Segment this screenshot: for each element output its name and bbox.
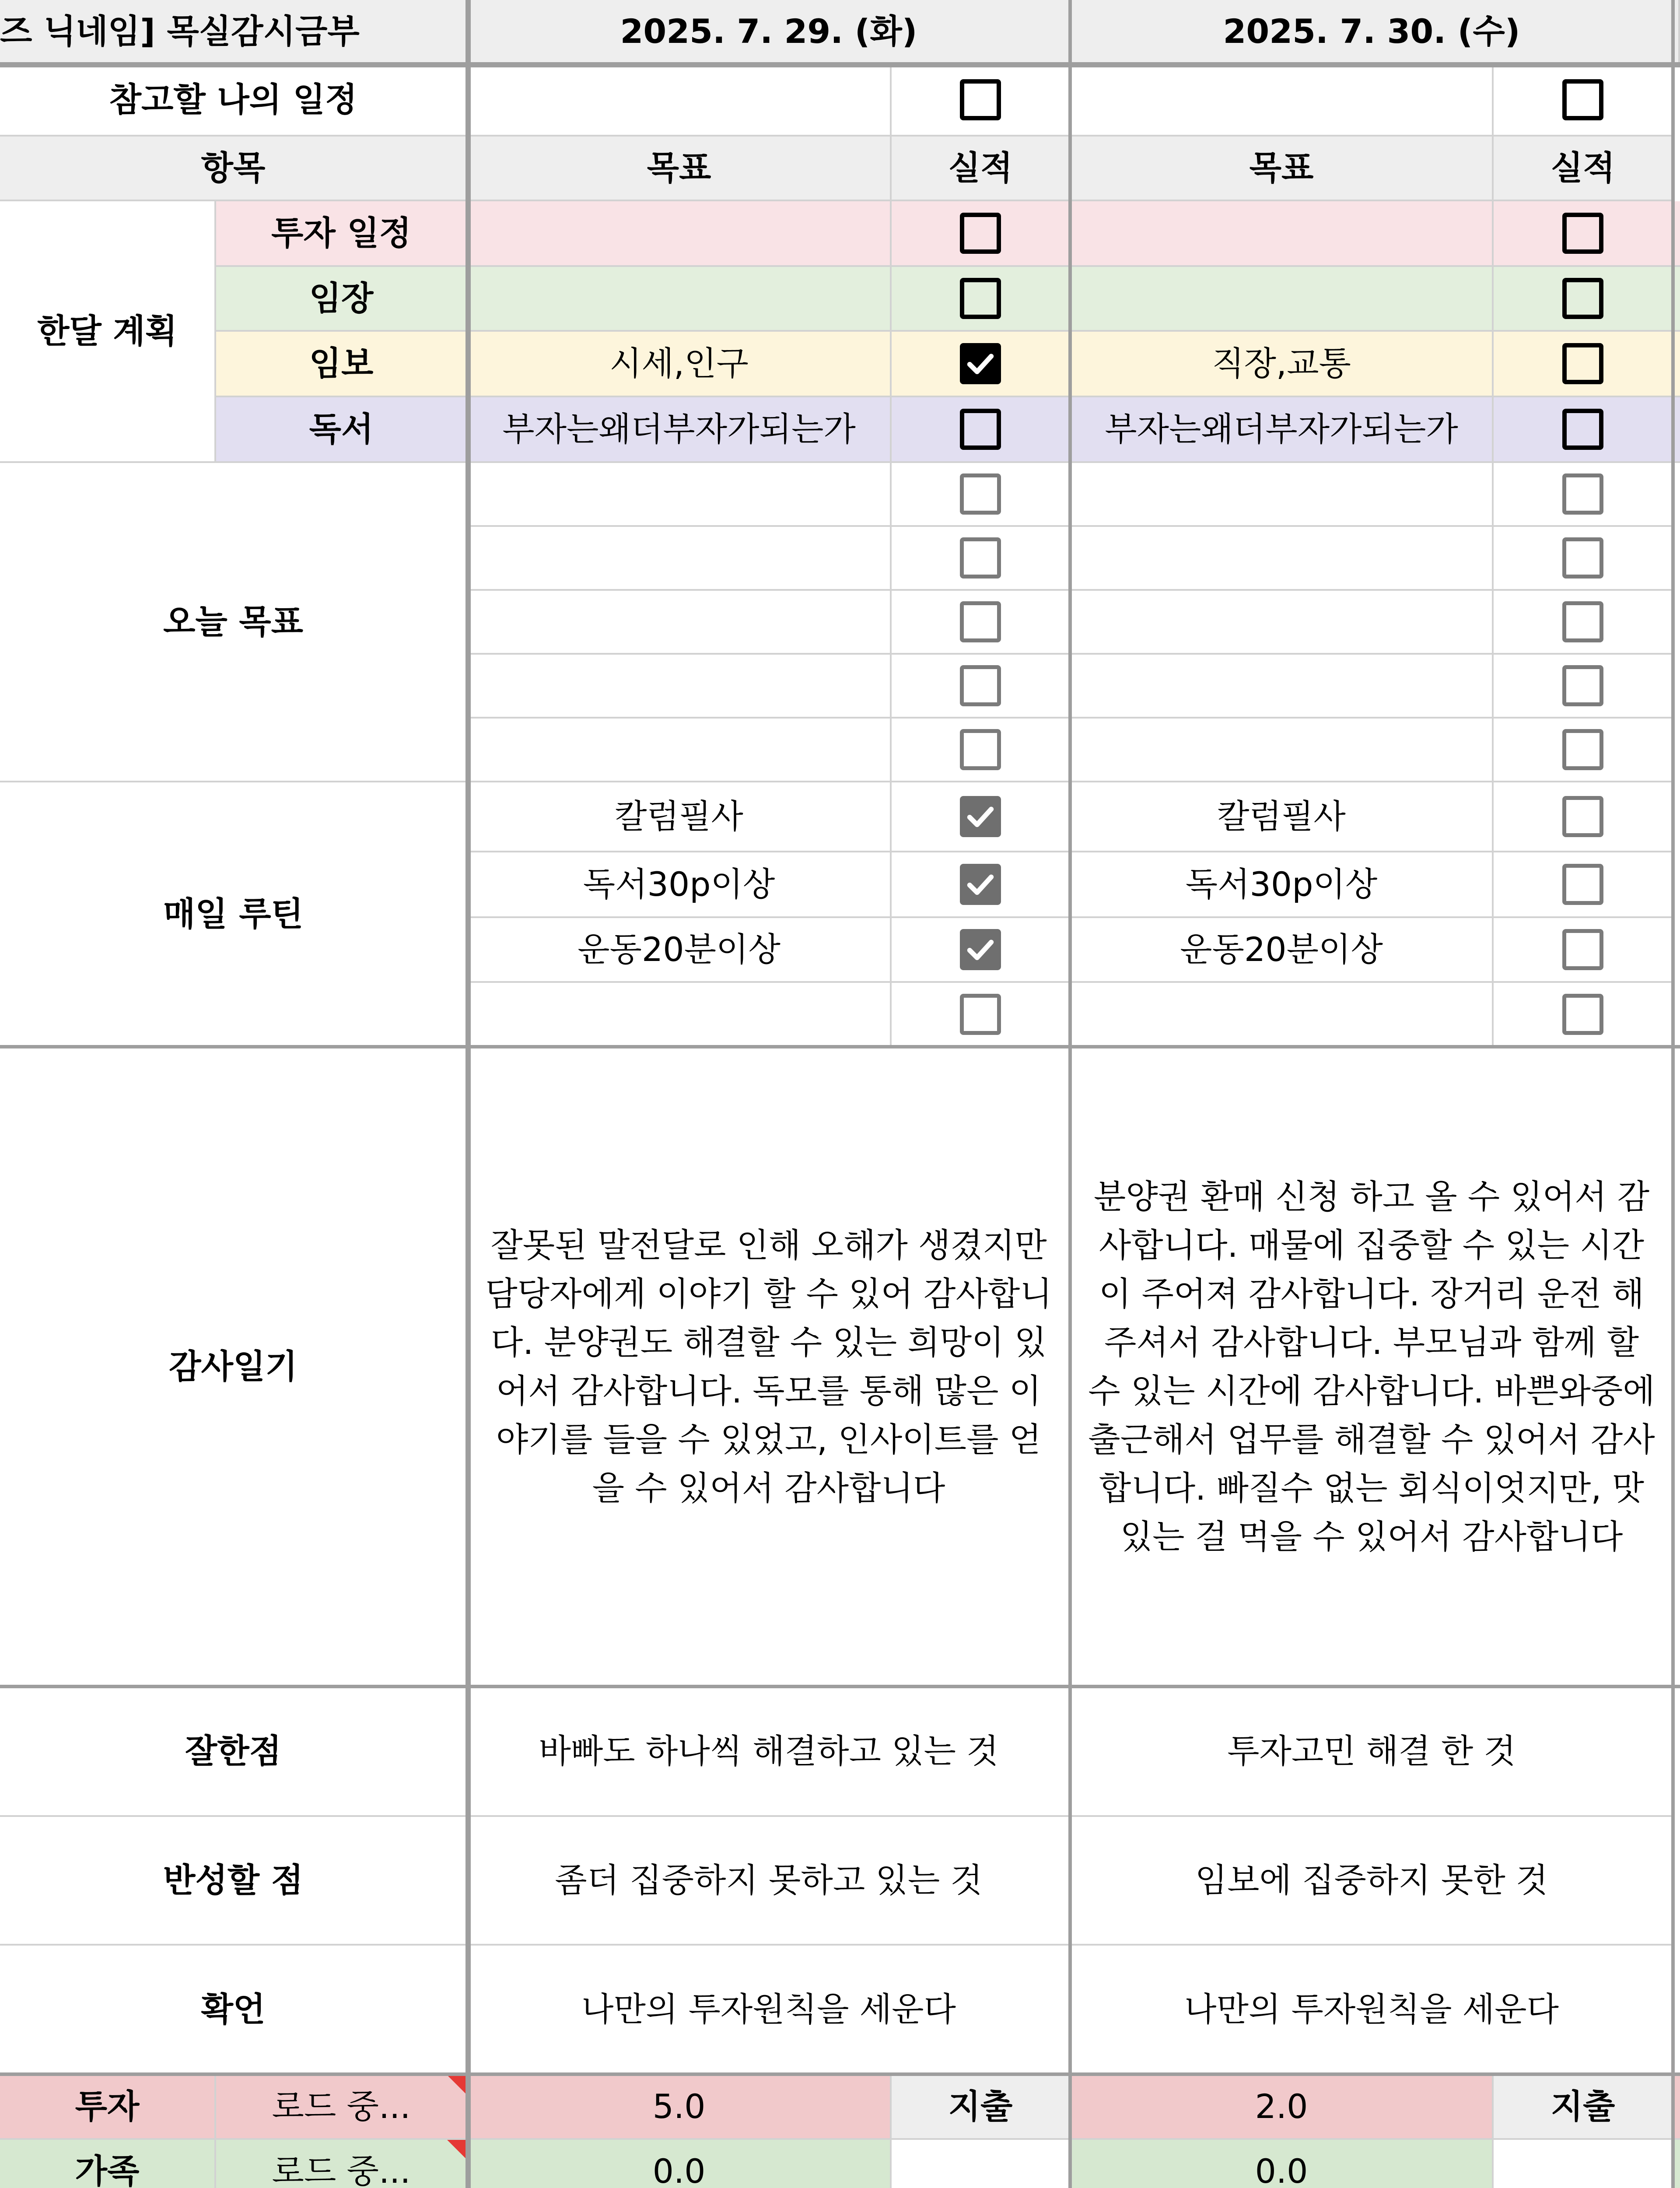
label-reflect[interactable] [0, 1817, 468, 1946]
schedule-day1-check-cell [892, 65, 1071, 137]
checkbox[interactable] [1562, 409, 1603, 450]
checkbox-checked[interactable] [960, 929, 1001, 970]
category-loading-invest[interactable] [216, 2075, 468, 2140]
schedule-day2-check-cell [1494, 65, 1674, 137]
label-invest-schedule-text: 투자 일정 [271, 214, 412, 253]
schedule-day1-cell[interactable] [468, 65, 892, 137]
today-goal-day2-check-cell [1494, 463, 1674, 527]
label-gratitude-text: 감사일기 [169, 1347, 298, 1386]
reading-day1-text: 부자는왜더부자가되는가 [502, 410, 856, 449]
checkbox[interactable] [1562, 537, 1603, 579]
checkbox[interactable] [1562, 665, 1603, 706]
day-divider [1671, 0, 1675, 2188]
gratitude-line: 합니다. 빠질수 없는 회식이엇지만, 맛 [1099, 1469, 1645, 1508]
gratitude-line: 이 주어져 감사합니다. 장거리 운전 해 [1099, 1274, 1645, 1313]
spend-value-day1[interactable] [892, 2140, 1071, 2188]
checkbox[interactable] [1562, 864, 1603, 905]
affirm-day1-text: 나만의 투자원칙을 세운다 [581, 1990, 956, 2029]
routine-day2-check-cell [1494, 782, 1674, 852]
routine-day1-text: 운동20분이상 [578, 930, 780, 969]
today-goal-day1[interactable] [468, 655, 892, 719]
checkbox[interactable] [1562, 79, 1603, 120]
category-name: 가족 [75, 2152, 140, 2188]
imbo-day2[interactable] [1071, 332, 1494, 397]
today-goal-day1[interactable] [468, 527, 892, 591]
gratitude-line: 사합니다. 매물에 집중할 수 있는 시간 [1099, 1226, 1645, 1265]
loading-text: 로드 중... [272, 2087, 411, 2126]
checkbox-checked[interactable] [960, 343, 1001, 384]
date-header-day1[interactable] [468, 0, 1071, 65]
today-goal-day1-check-cell [892, 463, 1071, 527]
checkbox[interactable] [960, 665, 1001, 706]
imjang-day1-check-cell [892, 267, 1071, 332]
label-affirm-text: 확언 [201, 1990, 266, 2029]
spend-value-day2[interactable] [1494, 2140, 1674, 2188]
invest-schedule-day1-check-cell [892, 201, 1071, 267]
gratitude-line: 을 수 있어서 감사합니다 [592, 1469, 945, 1508]
hours-value: 5.0 [652, 2087, 706, 2126]
today-goal-day2[interactable] [1071, 655, 1494, 719]
next-column-stub [1674, 2075, 1680, 2140]
hours-value: 0.0 [1255, 2152, 1308, 2188]
label-invest-schedule[interactable] [216, 201, 468, 267]
checkmark-icon [964, 868, 997, 901]
frozen-row-divider[interactable] [0, 62, 1680, 67]
checkbox[interactable] [960, 729, 1001, 770]
category-label-invest[interactable] [0, 2075, 216, 2140]
gratitude-line: 수 있는 시간에 감사합니다. 바쁜와중에 [1088, 1371, 1655, 1410]
sheet-title: 즈 닉네임] 목실감시금부 [0, 12, 360, 51]
routine-day1-check-cell [892, 852, 1071, 918]
routine-day2-text: 운동20분이상 [1180, 930, 1383, 969]
label-imjang-text: 임장 [309, 279, 374, 318]
label-reading-text: 독서 [309, 410, 374, 449]
gratitude-line: 다. 분양권도 해결할 수 있는 희망이 있 [490, 1323, 1047, 1362]
routine-day2-check-cell [1494, 983, 1674, 1048]
imbo-day1-text: 시세,인구 [609, 344, 749, 383]
today-goal-day1-check-cell [892, 655, 1071, 719]
label-reading[interactable] [216, 397, 468, 463]
checkbox[interactable] [960, 601, 1001, 642]
checkmark-icon [964, 800, 997, 833]
today-goal-day2[interactable] [1071, 527, 1494, 591]
category-invest-day2[interactable] [1071, 2075, 1494, 2140]
checkbox[interactable] [1562, 994, 1603, 1035]
today-goal-day2[interactable] [1071, 463, 1494, 527]
today-goal-day1[interactable] [468, 719, 892, 782]
reflect-day1-text: 좀더 집중하지 못하고 있는 것 [555, 1861, 983, 1900]
routine-day1[interactable] [468, 918, 892, 983]
checkbox[interactable] [1562, 929, 1603, 970]
day-divider [1068, 0, 1072, 2188]
header-actual-day2-text: 실적 [1550, 148, 1615, 188]
routine-day2-text: 독서30p이상 [1185, 865, 1378, 904]
routine-day2-check-cell [1494, 918, 1674, 983]
checkbox[interactable] [1562, 796, 1603, 837]
category-invest-day1[interactable] [468, 2075, 892, 2140]
next-column-stub [1674, 332, 1680, 397]
section-divider [0, 1045, 1680, 1048]
header-target-day2-text: 목표 [1249, 148, 1314, 188]
gratitude-line: 어서 감사합니다. 독모를 통해 많은 이 [496, 1371, 1042, 1410]
label-imbo[interactable] [216, 332, 468, 397]
label-daily-routine-text: 매일 루틴 [163, 894, 304, 934]
hours-value: 0.0 [652, 2152, 706, 2188]
checkbox[interactable] [960, 409, 1001, 450]
gratitude-line: 분양권 환매 신청 하고 올 수 있어서 감 [1093, 1177, 1650, 1216]
checkbox[interactable] [1562, 213, 1603, 254]
date-label-day2: 2025. 7. 30. (수) [1223, 12, 1520, 51]
header-target-day2[interactable] [1071, 137, 1494, 201]
date-header-day2[interactable] [1071, 0, 1674, 65]
label-gratitude[interactable] [0, 1048, 468, 1687]
header-actual-day2[interactable] [1494, 137, 1674, 201]
header-actual-day1-text: 실적 [948, 148, 1013, 188]
section-divider [0, 1685, 1680, 1688]
today-goal-day1-check-cell [892, 719, 1071, 782]
good-day1-text: 바빠도 하나씩 해결하고 있는 것 [539, 1732, 999, 1771]
date-label-day1: 2025. 7. 29. (화) [620, 12, 917, 51]
imbo-day1[interactable] [468, 332, 892, 397]
gratitude-day2[interactable] [1071, 1048, 1674, 1687]
today-goal-day2-check-cell [1494, 527, 1674, 591]
invest-schedule-day2-check-cell [1494, 201, 1674, 267]
checkmark-icon [964, 347, 997, 380]
routine-day1-text: 칼럼필사 [615, 797, 743, 836]
frozen-column-divider[interactable] [466, 0, 471, 2188]
routine-day1[interactable] [468, 983, 892, 1048]
loading-text: 로드 중... [272, 2152, 411, 2188]
checkbox[interactable] [1562, 343, 1603, 384]
checkbox[interactable] [1562, 601, 1603, 642]
gratitude-line: 잘못된 말전달로 인해 오해가 생겼지만 [490, 1226, 1047, 1265]
header-target-day1[interactable] [468, 137, 892, 201]
imbo-day1-check-cell [892, 332, 1071, 397]
imbo-day2-text: 직장,교통 [1212, 344, 1351, 383]
reading-day2-text: 부자는왜더부자가되는가 [1105, 410, 1458, 449]
checkbox[interactable] [960, 278, 1001, 319]
today-goal-day1-check-cell [892, 527, 1071, 591]
reading-day1[interactable] [468, 397, 892, 463]
imbo-day2-check-cell [1494, 332, 1674, 397]
gratitude-line: 있는 걸 먹을 수 있어서 감사합니다 [1120, 1517, 1623, 1556]
sheet-title-cell[interactable] [0, 0, 468, 65]
spend-header-text: 지출 [1550, 2087, 1615, 2126]
routine-day1-check-cell [892, 918, 1071, 983]
imjang-day1[interactable] [468, 267, 892, 332]
invest-schedule-day1[interactable] [468, 201, 892, 267]
label-reflect-text: 반성할 점 [163, 1861, 304, 1900]
reading-day2-check-cell [1494, 397, 1674, 463]
label-schedule-ref[interactable] [0, 65, 468, 137]
label-monthly-plan[interactable] [0, 201, 216, 463]
spend-header-text: 지출 [948, 2087, 1013, 2126]
today-goal-day2-check-cell [1494, 719, 1674, 782]
gratitude-line: 야기를 들을 수 있었고, 인사이트를 얻 [496, 1420, 1042, 1459]
routine-day2[interactable] [1071, 782, 1494, 852]
spend-header-day2[interactable] [1494, 2075, 1674, 2140]
routine-day1-check-cell [892, 782, 1071, 852]
label-affirm[interactable] [0, 1946, 468, 2075]
label-schedule-ref-text: 참고할 나의 일정 [109, 80, 357, 119]
header-target-day1-text: 목표 [647, 148, 711, 188]
reflect-day1[interactable] [468, 1817, 1071, 1946]
label-item[interactable] [0, 137, 468, 201]
next-column-stub [1674, 267, 1680, 332]
good-day2-text: 투자고민 해결 한 것 [1227, 1732, 1516, 1771]
imjang-day2-check-cell [1494, 267, 1674, 332]
checkbox[interactable] [960, 537, 1001, 579]
checkbox-checked[interactable] [960, 796, 1001, 837]
good-day1[interactable] [468, 1687, 1071, 1817]
reflect-day2-text: 임보에 집중하지 못한 것 [1195, 1861, 1548, 1900]
category-loading-family[interactable] [216, 2140, 468, 2188]
routine-day1-text: 독서30p이상 [583, 865, 775, 904]
label-imjang[interactable] [216, 267, 468, 332]
invest-schedule-day2[interactable] [1071, 201, 1494, 267]
label-good-text: 잘한점 [185, 1732, 282, 1771]
today-goal-day1[interactable] [468, 463, 892, 527]
today-goal-day2-check-cell [1494, 591, 1674, 655]
label-good[interactable] [0, 1687, 468, 1817]
hours-value: 2.0 [1255, 2087, 1308, 2126]
label-item-text: 항목 [201, 148, 266, 188]
next-column-stub [1674, 0, 1680, 65]
label-today-goal-text: 오늘 목표 [163, 602, 304, 642]
good-day2[interactable] [1071, 1687, 1674, 1817]
label-imbo-text: 임보 [309, 344, 374, 383]
next-column-stub [1674, 2140, 1680, 2188]
checkbox[interactable] [960, 473, 1001, 515]
routine-day2[interactable] [1071, 852, 1494, 918]
header-actual-day1[interactable] [892, 137, 1071, 201]
routine-day1-check-cell [892, 983, 1071, 1048]
label-today-goal[interactable] [0, 463, 468, 782]
reading-day1-check-cell [892, 397, 1071, 463]
checkbox[interactable] [960, 994, 1001, 1035]
reflect-day2[interactable] [1071, 1817, 1674, 1946]
label-daily-routine[interactable] [0, 782, 468, 1048]
checkbox[interactable] [1562, 729, 1603, 770]
category-family-day2[interactable] [1071, 2140, 1494, 2188]
today-goal-day2[interactable] [1071, 591, 1494, 655]
routine-day1[interactable] [468, 782, 892, 852]
category-label-family[interactable] [0, 2140, 216, 2188]
checkbox[interactable] [1562, 473, 1603, 515]
today-goal-day2-check-cell [1494, 655, 1674, 719]
routine-day2-text: 칼럼필사 [1217, 797, 1346, 836]
comment-marker-icon[interactable] [447, 2075, 466, 2094]
checkbox[interactable] [1562, 278, 1603, 319]
affirm-day2[interactable] [1071, 1946, 1674, 2075]
checkbox[interactable] [960, 79, 1001, 120]
next-column-stub [1674, 397, 1680, 463]
reading-day2[interactable] [1071, 397, 1494, 463]
gratitude-line: 주셔서 감사합니다. 부모님과 함께 할 [1104, 1323, 1639, 1362]
routine-day1[interactable] [468, 852, 892, 918]
spend-header-day1[interactable] [892, 2075, 1071, 2140]
next-column-stub [1674, 201, 1680, 267]
category-family-day1[interactable] [468, 2140, 892, 2188]
routine-day2[interactable] [1071, 918, 1494, 983]
gratitude-line: 출근해서 업무를 해결할 수 있어서 감사 [1088, 1420, 1655, 1459]
today-goal-day1[interactable] [468, 591, 892, 655]
routine-day2-check-cell [1494, 852, 1674, 918]
checkbox[interactable] [960, 213, 1001, 254]
today-goal-day1-check-cell [892, 591, 1071, 655]
checkbox-checked[interactable] [960, 864, 1001, 905]
affirm-day2-text: 나만의 투자원칙을 세운다 [1184, 1990, 1559, 2029]
today-goal-day2[interactable] [1071, 719, 1494, 782]
category-name: 투자 [75, 2087, 140, 2126]
routine-day2[interactable] [1071, 983, 1494, 1048]
affirm-day1[interactable] [468, 1946, 1071, 2075]
schedule-day2-cell[interactable] [1071, 65, 1494, 137]
label-monthly-plan-text: 한달 계획 [37, 312, 178, 351]
comment-marker-icon[interactable] [447, 2140, 466, 2159]
gratitude-day1[interactable] [468, 1048, 1071, 1687]
imjang-day2[interactable] [1071, 267, 1494, 332]
gratitude-line: 담당자에게 이야기 할 수 있어 감사합니 [485, 1274, 1052, 1313]
checkmark-icon [964, 933, 997, 966]
section-divider [0, 2072, 1680, 2076]
